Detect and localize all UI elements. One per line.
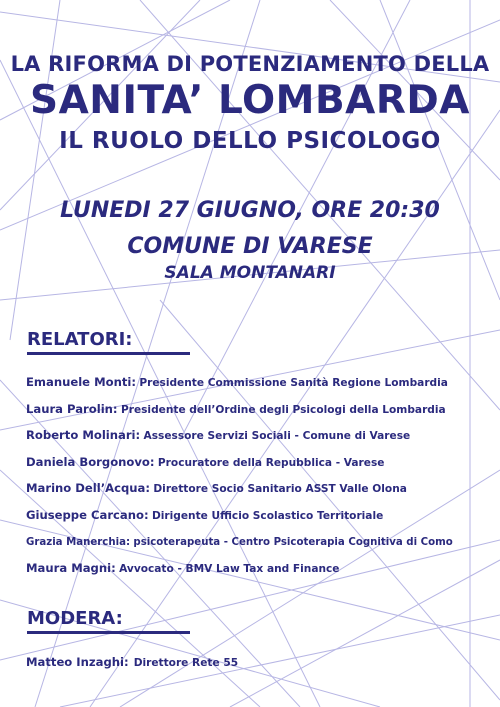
- speaker-item: [26, 372, 496, 399]
- moderator-item: [26, 651, 238, 670]
- speaker-role: Assessore Servizi Sociali - Comune di Varese: [143, 430, 411, 443]
- speaker-role: Presidente Commissione Sanità Regione Lombardia: [139, 377, 448, 389]
- moderator-heading-underline: [27, 631, 190, 634]
- title-line-3: IL RUOLO DELLO PSICOLOGO: [59, 128, 441, 154]
- speaker-name: Marino Dell’Acqua:: [26, 481, 151, 496]
- speaker-item: [26, 452, 496, 479]
- speaker-item: [26, 399, 496, 426]
- speaker-item: [26, 532, 496, 559]
- speaker-name: Giuseppe Carcano:: [26, 507, 149, 522]
- moderator-role: Direttore Rete 55: [133, 657, 239, 669]
- title-line-1: LA RIFORMA DI POTENZIAMENTO DELLA: [10, 52, 490, 76]
- moderator-name: Matteo Inzaghi:: [26, 655, 129, 669]
- speaker-role: psicoterapeuta - Centro Psicoterapia Cognitiva di Como: [133, 536, 453, 548]
- speaker-name: Emanuele Monti:: [26, 375, 136, 389]
- speaker-name: Maura Magni:: [26, 561, 116, 576]
- speaker-role: Presidente dell’Ordine degli Psicologi della Lombardia: [120, 403, 446, 416]
- speakers-list: [26, 372, 496, 585]
- speaker-name: Daniela Borgonovo:: [26, 454, 155, 469]
- speaker-name: Grazia Manerchia:: [26, 536, 131, 548]
- speaker-role: Direttore Socio Sanitario ASST Valle Olona: [153, 483, 407, 496]
- event-room: SALA MONTANARI: [164, 263, 336, 283]
- speaker-name: Laura Parolin:: [26, 401, 118, 416]
- speakers-heading: RELATORI:: [27, 329, 133, 350]
- speaker-item: [26, 505, 496, 532]
- moderator-heading: MODERA:: [27, 608, 123, 629]
- speaker-name: Roberto Molinari:: [26, 428, 141, 443]
- speaker-item: [26, 478, 496, 505]
- speaker-role: Dirigente Ufficio Scolastico Territoriale: [151, 509, 384, 522]
- speaker-item: [26, 425, 496, 452]
- event-date: LUNEDI 27 GIUGNO, ORE 20:30: [60, 198, 440, 223]
- event-venue: COMUNE DI VARESE: [127, 234, 373, 259]
- speaker-role: Avvocato - BMV Law Tax and Finance: [119, 563, 340, 576]
- speaker-role: Procuratore della Repubblica - Varese: [157, 456, 385, 469]
- speaker-item: [26, 558, 496, 585]
- speakers-heading-underline: [27, 352, 190, 355]
- title-line-2: SANITA’ LOMBARDA: [30, 78, 470, 123]
